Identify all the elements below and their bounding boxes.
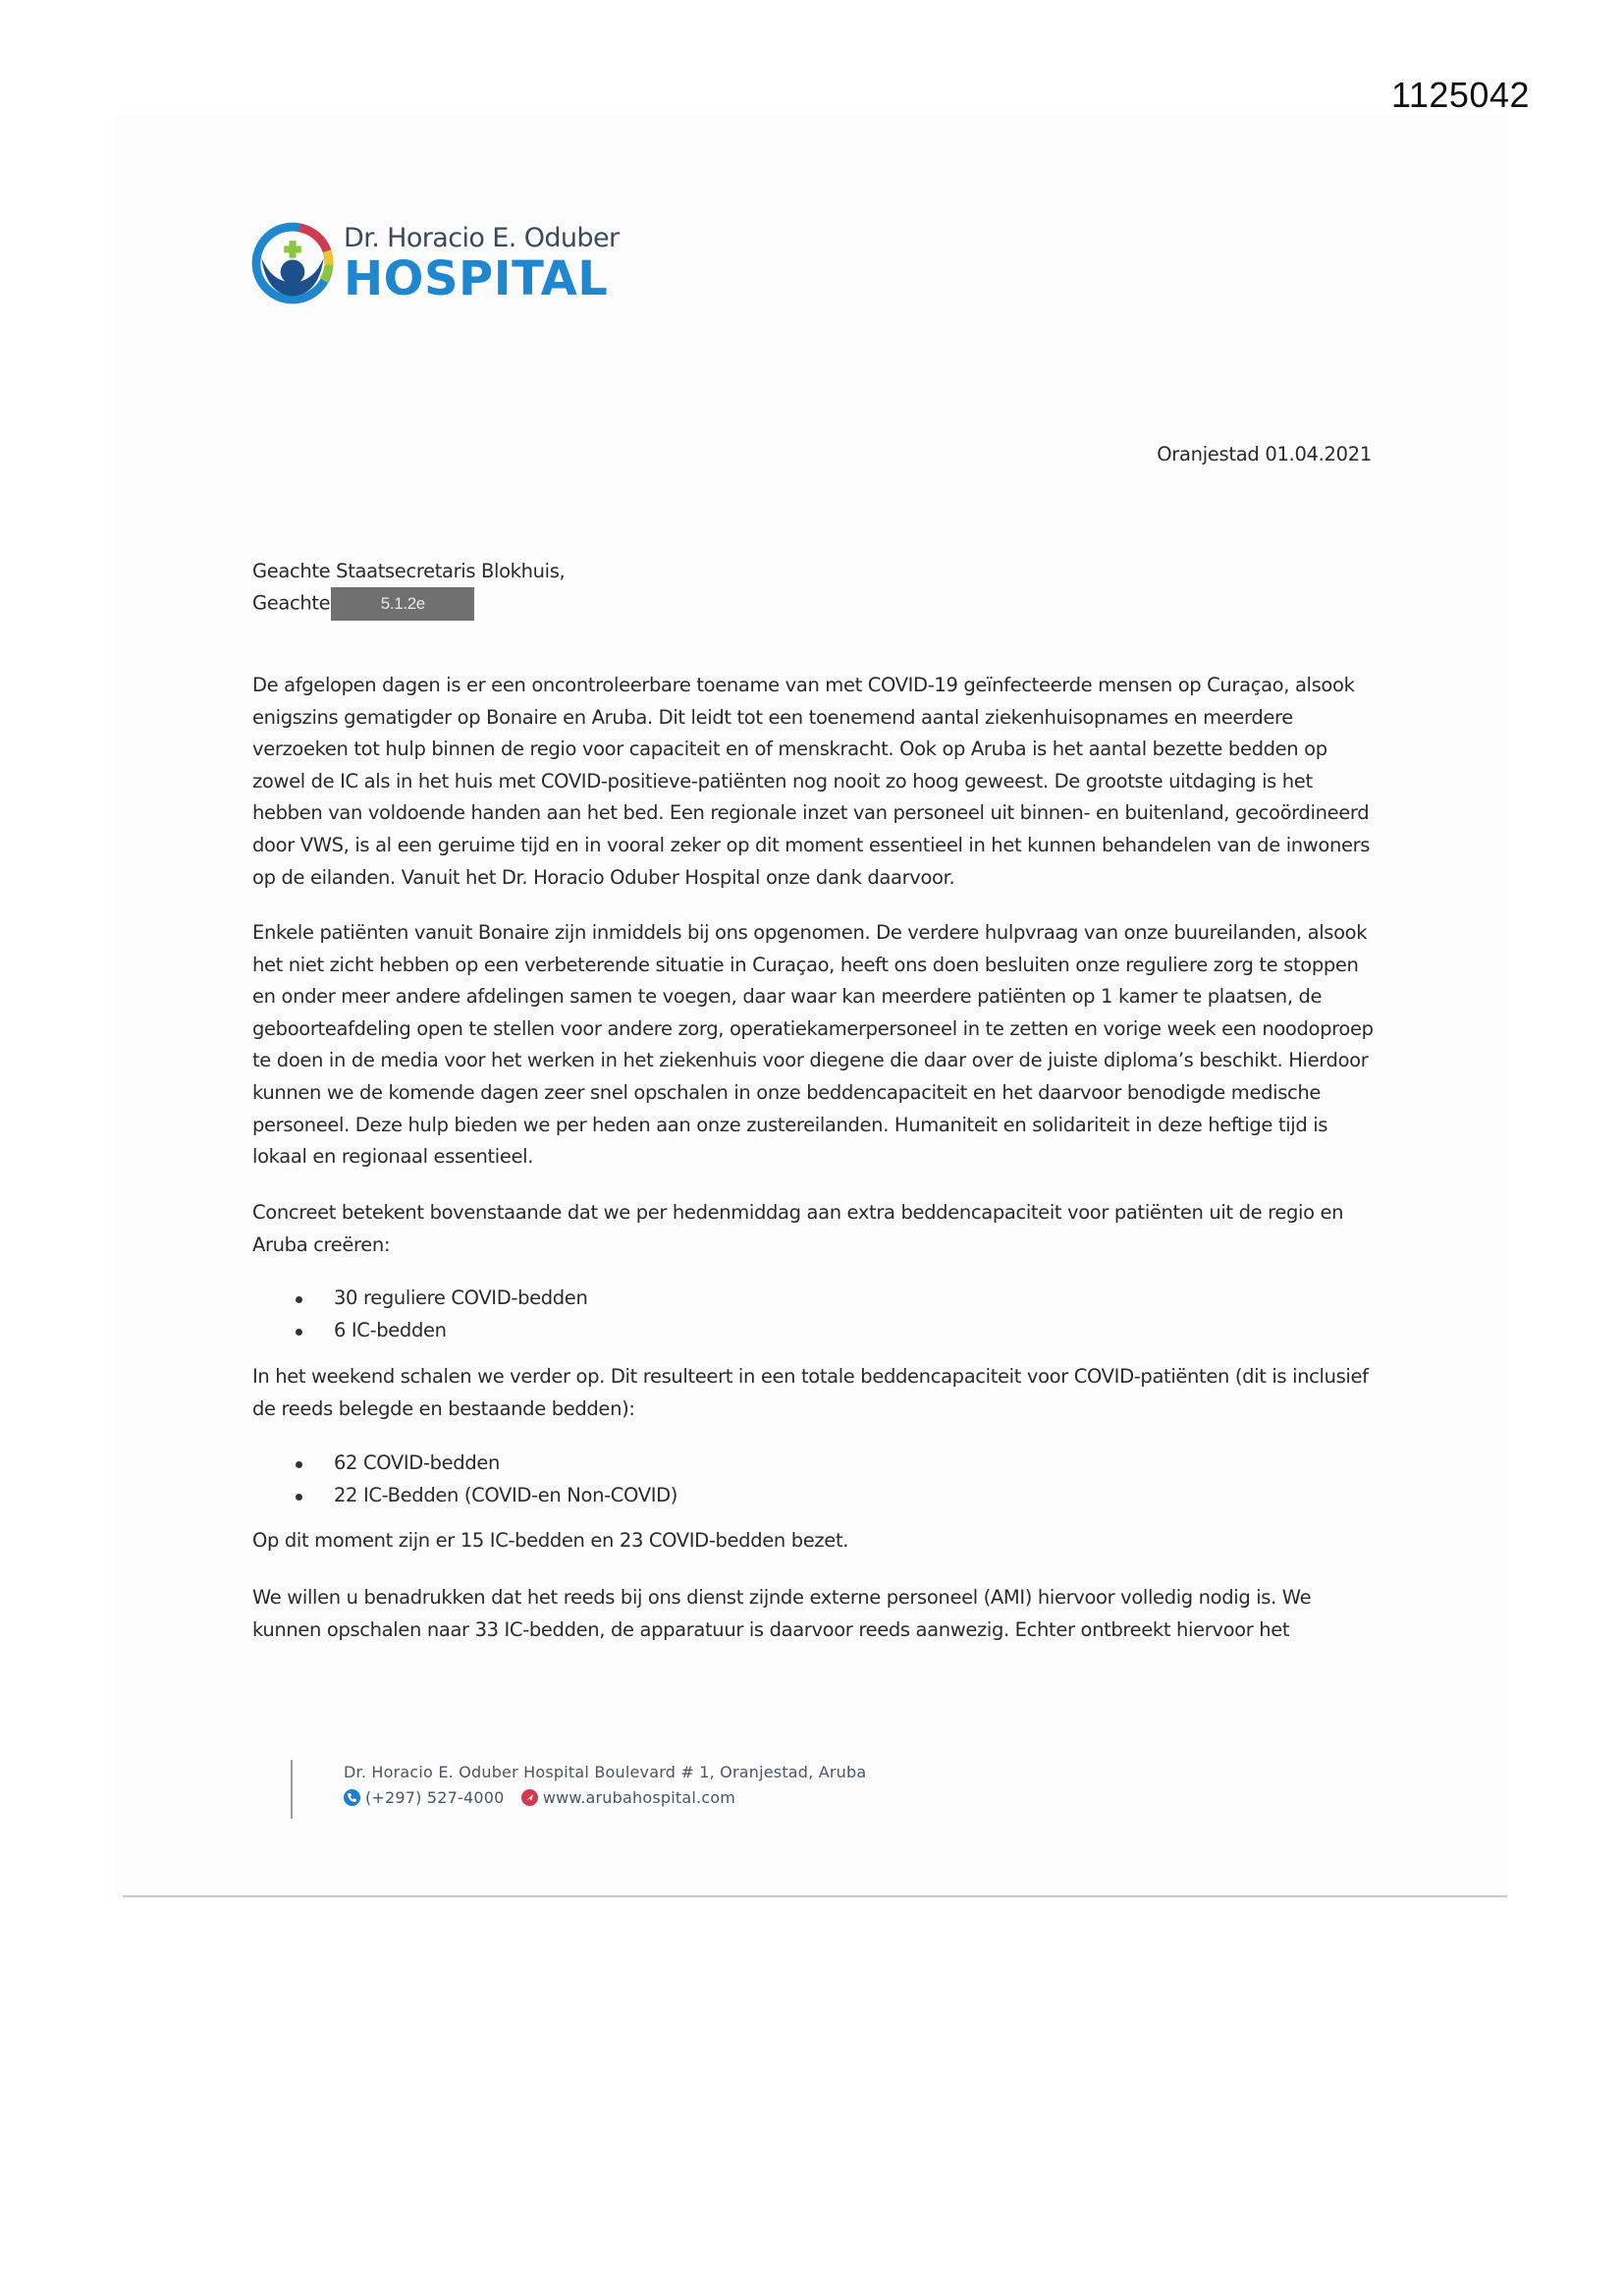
globe-icon (521, 1789, 538, 1806)
paragraph-1: De afgelopen dagen is er een oncontroleerbare toename van met COVID-19 geïnfecteerde mensen op Curaçao, alsook enigszins gematigder op Bonaire en Aruba. Dit leidt tot een toenemend aantal ziekenhuisopnames en meerdere verzoeken tot hulp binnen de regio voor capaciteit en of menskracht. Ook op Aruba is het aantal bezette bedden op zowel de IC als in het huis met COVID-positieve-patiënten nog nooit zo hoog geweest. De grootste uitdaging is het hebben van voldoende handen aan het bed. Een regionale inzet van personeel uit binnen- en buitenland, gecoördineerd door VWS, is al een geruime tijd en in vooral zeker op dit moment essentieel in het kunnen behandelen van de inwoners op de eilanden. Vanuit het Dr. Horacio Oduber Hospital onze dank daarvoor. (252, 674, 1371, 889)
letter-footer (291, 1760, 866, 1819)
hospital-logo-icon (249, 220, 336, 306)
footer-phone: (+297) 527-4000 (365, 1788, 505, 1807)
footer-address: Dr. Horacio E. Oduber Hospital Boulevard # 1, Oranjestad, Aruba (344, 1763, 867, 1781)
paragraph-4: In het weekend schalen we verder op. Dit resulteert in een totale beddencapaciteit voor COVID-patiënten (dit is inclusief de reeds belegde en bestaande bedden): (252, 1365, 1369, 1420)
salutation (252, 556, 1381, 621)
logo-subtitle: Dr. Horacio E. Oduber (344, 222, 620, 253)
paragraph-3: Concreet betekent bovenstaande dat we per hedenmiddag aan extra beddencapaciteit voor patiënten uit de regio en Aruba creëren: (252, 1201, 1344, 1256)
page-bottom-edge (123, 1895, 1507, 1897)
list-item: 6 IC-bedden (252, 1315, 1381, 1347)
salutation-line-2 (252, 587, 1381, 621)
logo-title: HOSPITAL (344, 250, 609, 306)
paragraph-6: We willen u benadrukken dat het reeds bij ons dienst zijnde externe personeel (AMI) hiervoor volledig nodig is. We kunnen opschalen naar 33 IC-bedden, de apparatuur is daarvoor reeds aanwezig. Echter ontbreekt hiervoor het (252, 1586, 1312, 1641)
list-item: 62 COVID-bedden (252, 1448, 1381, 1480)
redaction-box: 5.1.2e (331, 587, 474, 621)
paragraph-5: Op dit moment zijn er 15 IC-bedden en 23 COVID-bedden bezet. (252, 1529, 849, 1552)
phone-icon (344, 1789, 360, 1806)
total-capacity-list (252, 1448, 1381, 1511)
footer-website[interactable]: www.arubahospital.com (542, 1788, 736, 1807)
paragraph-2: Enkele patiënten vanuit Bonaire zijn inmiddels bij ons opgenomen. De verdere hulpvraag van onze buureilanden, alsook het niet zicht hebben op een verbeterende situatie in Curaçao, heeft ons doen besluiten onze reguliere zorg te stoppen en onder meer andere afdelingen samen te voegen, daar waar kan meerdere patiënten op 1 kamer te plaatsen, de geboorteafdeling open te stellen voor andere zorg, operatiekamerpersoneel in te zetten en vorige week een noodoproep te doen in de media voor het werken in het ziekenhuis voor diegene die daar over de juiste diploma’s beschikt. Hierdoor kunnen we de komende dagen zeer snel opschalen in onze beddencapaciteit en het daarvoor benodigde medische personeel. Deze hulp bieden we per heden aan onze zustereilanden. Humaniteit en solidariteit in deze heftige tijd is lokaal en regionaal essentieel. (252, 921, 1374, 1169)
document-id: 1125042 (1391, 75, 1530, 115)
footer-contact (344, 1785, 866, 1811)
list-item: 30 reguliere COVID-bedden (252, 1283, 1381, 1315)
hospital-logo (249, 218, 619, 308)
salutation-line-1: Geachte Staatsecretaris Blokhuis, (252, 560, 566, 582)
list-item: 22 IC-Bedden (COVID-en Non-COVID) (252, 1480, 1381, 1512)
salutation-prefix: Geachte (252, 591, 331, 615)
letter-date: Oranjestad 01.04.2021 (1157, 443, 1372, 465)
extra-capacity-list (252, 1283, 1381, 1346)
